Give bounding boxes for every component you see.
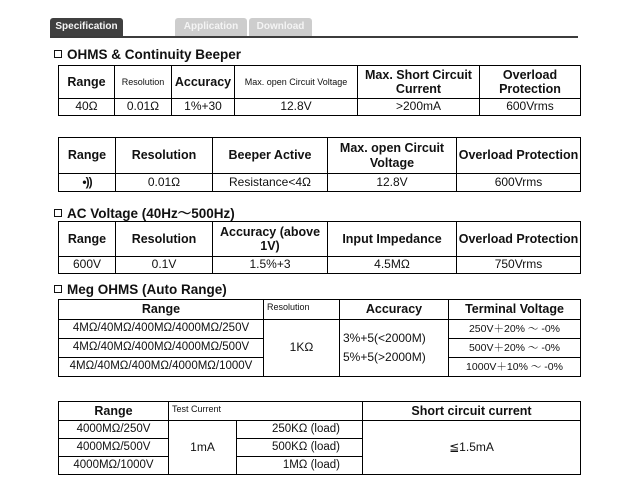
header-range: Range bbox=[59, 402, 169, 421]
test-current-table bbox=[58, 401, 581, 475]
header-range: Range bbox=[59, 300, 264, 320]
header-overload: Overload Protection bbox=[457, 138, 581, 174]
ac-title-text: AC Voltage (40Hz～500Hz) bbox=[67, 206, 235, 221]
cell-resolution: 0.01Ω bbox=[115, 99, 172, 116]
cell-range: 4000MΩ/500V bbox=[59, 439, 169, 457]
meg-title-text: Meg OHMS (Auto Range) bbox=[67, 282, 227, 297]
cell-range: 4000MΩ/1000V bbox=[59, 457, 169, 475]
beeper-icon: •)) bbox=[82, 174, 92, 189]
meg-section-title bbox=[54, 282, 227, 297]
ohms-section-title bbox=[54, 47, 241, 62]
header-range: Range bbox=[59, 222, 116, 257]
header-accuracy: Accuracy bbox=[340, 300, 449, 320]
cell-accuracy: 1.5%+3 bbox=[213, 257, 328, 274]
header-short-circuit: Short circuit current bbox=[363, 402, 581, 421]
ohms-title-text: OHMS & Continuity Beeper bbox=[67, 47, 242, 62]
cell-overload: 750Vrms bbox=[457, 257, 581, 274]
cell-range: 4000MΩ/250V bbox=[59, 421, 169, 439]
cell-accuracy: 1%+30 bbox=[172, 99, 235, 116]
cell-resolution: 1KΩ bbox=[264, 320, 340, 377]
cell-short-circuit: ≦1.5mA bbox=[363, 421, 581, 475]
header-resolution: Resolution bbox=[115, 66, 172, 99]
cell-range: 600V bbox=[59, 257, 116, 274]
header-range: Range bbox=[59, 66, 115, 99]
cell-terminal-voltage: 500V＋20% ～ -0% bbox=[449, 339, 581, 358]
ac-section-title bbox=[54, 202, 235, 222]
cell-resolution: 0.1V bbox=[116, 257, 213, 274]
meg-table bbox=[58, 299, 581, 377]
header-test-current: Test Current bbox=[169, 402, 363, 421]
cell-range: 4MΩ/40MΩ/400MΩ/4000MΩ/500V bbox=[59, 339, 264, 358]
header-beeper-active: Beeper Active bbox=[213, 138, 328, 174]
cell-open-voltage: 12.8V bbox=[328, 174, 457, 192]
cell-range bbox=[59, 174, 116, 192]
cell-terminal-voltage: 1000V＋10% ～ -0% bbox=[449, 358, 581, 377]
header-open-voltage: Max. open Circuit Voltage bbox=[328, 138, 457, 174]
cell-load: 250KΩ (load) bbox=[237, 421, 363, 439]
ohms-table bbox=[58, 65, 581, 116]
header-range: Range bbox=[59, 138, 116, 174]
tab-download[interactable]: Download bbox=[249, 18, 312, 36]
bullet-icon bbox=[54, 50, 62, 58]
bullet-icon bbox=[54, 285, 62, 293]
header-resolution: Resolution bbox=[116, 222, 213, 257]
header-input-impedance: Input Impedance bbox=[328, 222, 457, 257]
tab-specification[interactable]: Specification bbox=[50, 18, 123, 36]
ac-table bbox=[58, 221, 581, 274]
header-short-current: Max. Short Circuit Current bbox=[358, 66, 480, 99]
cell-test-current: 1mA bbox=[169, 421, 237, 475]
header-terminal-voltage: Terminal Voltage bbox=[449, 300, 581, 320]
beeper-table bbox=[58, 137, 581, 192]
cell-accuracy bbox=[340, 320, 449, 377]
cell-range: 4MΩ/40MΩ/400MΩ/4000MΩ/1000V bbox=[59, 358, 264, 377]
cell-range: 40Ω bbox=[59, 99, 115, 116]
bullet-icon bbox=[54, 209, 62, 217]
cell-load: 1MΩ (load) bbox=[237, 457, 363, 475]
header-overload: Overload Protection bbox=[480, 66, 581, 99]
cell-overload: 600Vrms bbox=[480, 99, 581, 116]
header-accuracy: Accuracy (above 1V) bbox=[213, 222, 328, 257]
cell-overload: 600Vrms bbox=[457, 174, 581, 192]
tab-bar bbox=[50, 16, 578, 38]
cell-beeper-active: Resistance<4Ω bbox=[213, 174, 328, 192]
accuracy-line: 3%+5(<2000M) bbox=[343, 330, 426, 345]
header-resolution: Resolution bbox=[116, 138, 213, 174]
header-resolution: Resolution bbox=[264, 300, 340, 320]
tab-application[interactable]: Application bbox=[175, 18, 247, 36]
header-accuracy: Accuracy bbox=[172, 66, 235, 99]
cell-input-impedance: 4.5MΩ bbox=[328, 257, 457, 274]
cell-open-voltage: 12.8V bbox=[235, 99, 358, 116]
cell-terminal-voltage: 250V＋20% ～ -0% bbox=[449, 320, 581, 339]
accuracy-line: 5%+5(>2000M) bbox=[343, 349, 426, 364]
cell-range: 4MΩ/40MΩ/400MΩ/4000MΩ/250V bbox=[59, 320, 264, 339]
cell-load: 500KΩ (load) bbox=[237, 439, 363, 457]
header-overload: Overload Protection bbox=[457, 222, 581, 257]
cell-short-current: >200mA bbox=[358, 99, 480, 116]
header-open-voltage: Max. open Circuit Voltage bbox=[235, 66, 358, 99]
cell-resolution: 0.01Ω bbox=[116, 174, 213, 192]
